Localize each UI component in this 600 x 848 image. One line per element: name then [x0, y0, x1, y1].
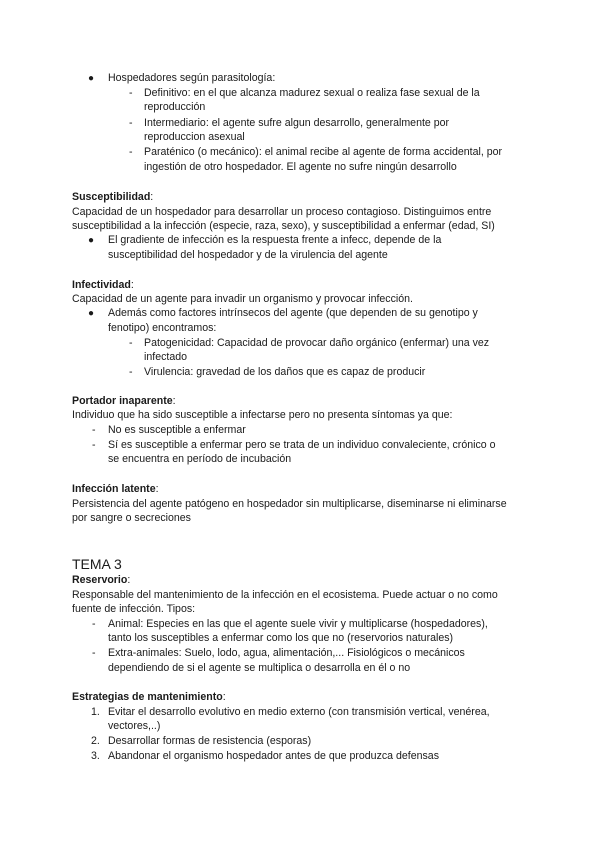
latente-text-1: Persistencia del agente patógeno en hospedador sin multiplicarse, diseminarse ni eliminarse: [72, 498, 507, 510]
heading-colon: :: [222, 691, 226, 703]
heading-colon: :: [127, 574, 131, 586]
dash: -: [129, 337, 133, 349]
reservorio-item-1: Animal: Especies en las que el agente suele vivir y multiplicarse (hospedadores),: [108, 618, 488, 630]
dash: -: [92, 647, 96, 659]
susceptibilidad-text-1: Capacidad de un hospedador para desarrollar un proceso contagioso. Distinguimos entre: [72, 206, 492, 218]
susceptibilidad-heading: Susceptibilidad: [72, 191, 151, 203]
estrategias-item-1-cont: vectores,..): [108, 720, 161, 732]
dash: -: [129, 87, 133, 99]
reservorio-heading: Reservorio: [72, 574, 128, 586]
reservorio-item-2: Extra-animales: Suelo, lodo, agua, alimentación,... Fisiológicos o mecánicos: [108, 647, 465, 659]
reservorio-item-1-cont: tanto los susceptibles a enfermar como los que no (reservorios naturales): [108, 632, 454, 644]
estrategias-heading: Estrategias de mantenimiento: [72, 691, 223, 703]
list-number: 3.: [91, 750, 100, 762]
reservorio-heading-line: [72, 575, 130, 586]
estrategias-heading-line: [72, 692, 226, 703]
bullet-dot: ●: [88, 73, 95, 84]
susceptibilidad-heading-line: [72, 192, 153, 203]
reservorio-item-2-cont: dependiendo de si el agente se multiplica o desarrolla en él o no: [108, 662, 411, 674]
portador-item-2: Sí es susceptible a enfermar pero se trata de un individuo convaleciente, crónico o: [108, 439, 496, 451]
infectividad-item-2: Virulencia: gravedad de los daños que es capaz de producir: [144, 366, 426, 378]
infectividad-text: Capacidad de un agente para invadir un organismo y provocar infección.: [72, 293, 413, 305]
portador-text: Individuo que ha sido susceptible a infectarse pero no presenta síntomas ya que:: [72, 409, 453, 421]
reservorio-text-2: fuente de infección. Tipos:: [72, 603, 196, 615]
estrategias-item-1: Evitar el desarrollo evolutivo en medio externo (con transmisión vertical, venérea,: [108, 706, 490, 718]
estrategias-item-3: Abandonar el organismo hospedador antes de que produzca defensas: [108, 750, 439, 762]
susceptibilidad-text-2: susceptibilidad a la infección (especie, raza, sexo), y susceptibilidad a enfermar (edad, SI): [72, 220, 495, 232]
latente-heading-line: [72, 484, 159, 495]
hospedadores-item-2-cont: reproduccion asexual: [144, 131, 245, 143]
dash: -: [129, 117, 133, 129]
portador-heading: Portador inaparente: [72, 395, 173, 407]
susceptibilidad-bullet-2: susceptibilidad del hospedador y de la virulencia del agente: [108, 249, 388, 261]
infectividad-item-1-cont: infectado: [144, 351, 187, 363]
infectividad-heading: Infectividad: [72, 279, 131, 291]
hospedadores-item-2: Intermediario: el agente sufre algun desarrollo, generalmente por: [144, 117, 450, 129]
list-number: 1.: [91, 706, 100, 718]
portador-item-2-cont: se encuentra en período de incubación: [108, 453, 292, 465]
bullet-dot: ●: [88, 308, 95, 319]
section-title: TEMA 3: [72, 556, 122, 572]
dash: -: [129, 146, 133, 158]
susceptibilidad-bullet-1: El gradiente de infección es la respuesta frente a infecc, depende de la: [108, 234, 442, 246]
heading-colon: :: [150, 191, 154, 203]
latente-heading: Infección latente: [72, 483, 156, 495]
bullet-dot: ●: [88, 235, 95, 246]
hospedadores-item-1: Definitivo: en el que alcanza madurez sexual o realiza fase sexual de la: [144, 87, 480, 99]
portador-item-1: No es susceptible a enfermar: [108, 424, 246, 436]
hospedadores-item-1-cont: reproducción: [144, 101, 206, 113]
dash: -: [92, 424, 96, 436]
dash: -: [92, 618, 96, 630]
infectividad-heading-line: [72, 280, 134, 291]
reservorio-text-1: Responsable del mantenimiento de la infección en el ecosistema. Puede actuar o no como: [72, 589, 498, 601]
heading-colon: :: [172, 395, 176, 407]
infectividad-bullet-2: fenotipo) encontramos:: [108, 322, 217, 334]
infectividad-bullet-1: Además como factores intrínsecos del agente (que dependen de su genotipo y: [108, 307, 478, 319]
latente-text-2: por sangre o secreciones: [72, 512, 191, 524]
portador-heading-line: [72, 396, 176, 407]
estrategias-item-2: Desarrollar formas de resistencia (esporas): [108, 735, 312, 747]
infectividad-item-1: Patogenicidad: Capacidad de provocar daño orgánico (enfermar) una vez: [144, 337, 490, 349]
hospedadores-item-3-cont: ingestión de otro hospedador. El agente no sufre ningún desarrollo: [144, 161, 457, 173]
hospedadores-bullet: Hospedadores según parasitología:: [108, 72, 276, 84]
dash: -: [129, 366, 133, 378]
heading-colon: :: [130, 279, 134, 291]
heading-colon: :: [155, 483, 159, 495]
hospedadores-item-3: Paraténico (o mecánico): el animal recibe al agente de forma accidental, por: [144, 146, 503, 158]
list-number: 2.: [91, 735, 100, 747]
dash: -: [92, 439, 96, 451]
